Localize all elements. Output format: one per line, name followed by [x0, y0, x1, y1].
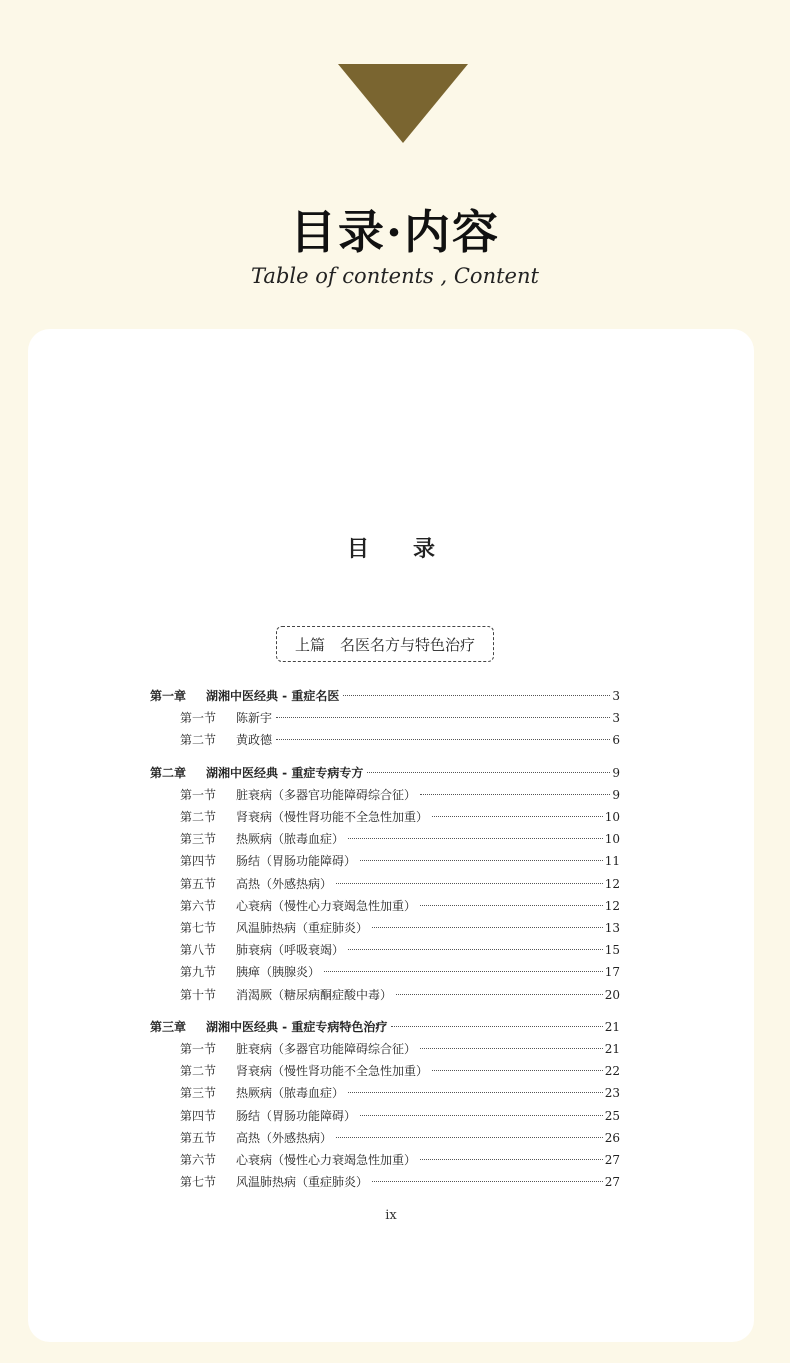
- toc-entry-number: 第五节: [180, 876, 217, 891]
- toc-entry-title: 心衰病（慢性心力衰竭急性加重）: [236, 898, 417, 913]
- toc-entry-page: 17: [604, 965, 620, 980]
- dot-leader: [276, 739, 610, 740]
- toc-entry-page: 15: [604, 943, 620, 958]
- toc-section-row: [150, 962, 620, 982]
- toc-entry-number: 第八节: [180, 943, 217, 958]
- toc-entry-number: 第五节: [180, 1130, 217, 1145]
- toc-entry-number: 第一节: [180, 711, 217, 726]
- page-folio: ix: [385, 1208, 397, 1223]
- toc-entry-title: 湖湘中医经典 - 重症专病专方: [206, 765, 364, 780]
- part-label: 上篇 名医名方与特色治疗: [276, 626, 494, 662]
- toc-section-row: [150, 1128, 620, 1148]
- toc-entry-title: 黄政德: [236, 733, 273, 748]
- toc-entry-number: 第七节: [180, 921, 217, 935]
- toc-section-row: [150, 1150, 620, 1170]
- dot-leader: [276, 717, 610, 718]
- toc-entry-page: 10: [604, 810, 620, 824]
- dot-leader: [336, 1137, 603, 1138]
- triangle-marker-icon: [338, 64, 468, 143]
- toc-section-row: [150, 829, 620, 849]
- toc-section-row: [150, 730, 620, 750]
- toc-entry-number: 第一章: [150, 689, 187, 703]
- toc-entry-number: 第四节: [180, 854, 217, 869]
- toc-section-row: [150, 1106, 620, 1126]
- dot-leader: [391, 1026, 602, 1027]
- toc-chapter-row: [150, 1017, 620, 1037]
- toc-heading: 目 录: [346, 536, 435, 562]
- toc-page-card: [28, 329, 754, 1342]
- dot-leader: [432, 816, 603, 817]
- toc-entry-number: 第三章: [150, 1019, 187, 1034]
- toc-entry-page: 12: [604, 898, 620, 913]
- toc-chapter-row: [150, 686, 620, 706]
- toc-entry-title: 热厥病（脓毒血症）: [236, 832, 345, 847]
- toc-entry-title: 肾衰病（慢性肾功能不全急性加重）: [236, 1064, 429, 1079]
- toc-entry-page: 25: [604, 1108, 620, 1123]
- toc-entry-title: 心衰病（慢性心力衰竭急性加重）: [236, 1153, 417, 1167]
- dot-leader: [367, 772, 610, 773]
- toc-section-row: [150, 785, 620, 805]
- toc-entry-page: 3: [612, 689, 620, 703]
- toc-entry-page: 6: [612, 733, 620, 748]
- dot-leader: [343, 695, 610, 696]
- toc-entry-title: 湖湘中医经典 - 重症名医: [206, 689, 340, 703]
- toc-entry-title: 消渴厥（糖尿病酮症酸中毒）: [236, 987, 393, 1002]
- dot-leader: [324, 971, 603, 972]
- toc-entry-page: 20: [604, 987, 620, 1002]
- toc-section-row: [150, 1039, 620, 1059]
- toc-entry-number: 第二节: [180, 733, 217, 748]
- toc-entry-title: 陈新宇: [236, 711, 273, 726]
- dot-leader: [432, 1070, 603, 1071]
- toc-section-row: [150, 1061, 620, 1081]
- toc-entry-page: 22: [604, 1064, 620, 1079]
- page-title: 目录·内容: [289, 205, 500, 259]
- dot-leader: [420, 905, 603, 906]
- dot-leader: [396, 994, 603, 995]
- toc-entry-title: 高热（外感热病）: [236, 1130, 333, 1145]
- dot-leader: [372, 927, 603, 928]
- toc-entry-title: 脏衰病（多器官功能障碍综合征）: [236, 1042, 417, 1056]
- toc-section-row: [150, 708, 620, 728]
- toc-section-row: [150, 851, 620, 871]
- toc-entry-page: 9: [612, 765, 620, 780]
- toc-entry-title: 胰瘅（胰腺炎）: [236, 965, 321, 980]
- toc-entry-number: 第六节: [180, 1153, 217, 1167]
- toc-section-row: [150, 896, 620, 916]
- toc-entry-number: 第九节: [180, 965, 217, 980]
- toc-entry-title: 脏衰病（多器官功能障碍综合征）: [236, 787, 417, 802]
- toc-section-row: [150, 1172, 620, 1192]
- toc-entry-title: 肾衰病（慢性肾功能不全急性加重）: [236, 810, 429, 824]
- toc-entry-page: 3: [612, 711, 620, 726]
- toc-entry-title: 肺衰病（呼吸衰竭）: [236, 943, 345, 958]
- toc-entry-number: 第二节: [180, 1064, 217, 1079]
- toc-entry-page: 27: [604, 1153, 620, 1167]
- toc-entry-title: 肠结（胃肠功能障碍）: [236, 854, 357, 869]
- toc-entry-page: 11: [604, 854, 620, 869]
- toc-entry-page: 13: [604, 921, 620, 935]
- toc-section-row: [150, 807, 620, 827]
- toc-entry-title: 湖湘中医经典 - 重症专病特色治疗: [206, 1019, 388, 1034]
- toc-entry-title: 高热（外感热病）: [236, 876, 333, 891]
- dot-leader: [360, 860, 603, 861]
- toc-entry-title: 热厥病（脓毒血症）: [236, 1086, 345, 1101]
- toc-section-row: [150, 918, 620, 938]
- dot-leader: [360, 1115, 603, 1116]
- toc-entry-page: 27: [604, 1175, 620, 1190]
- toc-entry-number: 第一节: [180, 1042, 217, 1056]
- toc-entry-number: 第三节: [180, 1086, 217, 1101]
- toc-section-row: [150, 874, 620, 894]
- page-subtitle: Table of contents , Content: [251, 264, 539, 288]
- dot-leader: [336, 883, 603, 884]
- toc-entry-number: 第一节: [180, 787, 217, 802]
- toc-entry-page: 26: [604, 1130, 620, 1145]
- toc-section-row: [150, 985, 620, 1005]
- toc-entry-page: 21: [604, 1042, 620, 1056]
- dot-leader: [348, 949, 603, 950]
- toc-chapter-row: [150, 763, 620, 783]
- toc-entry-title: 风温肺热病（重症肺炎）: [236, 921, 369, 935]
- toc-entry-number: 第二节: [180, 810, 217, 824]
- dot-leader: [420, 1159, 603, 1160]
- toc-entry-page: 12: [604, 876, 620, 891]
- toc-entry-page: 23: [604, 1086, 620, 1101]
- toc-entry-title: 风温肺热病（重症肺炎）: [236, 1175, 369, 1190]
- toc-entry-page: 21: [604, 1019, 620, 1034]
- dot-leader: [372, 1181, 603, 1182]
- toc-entry-number: 第七节: [180, 1175, 217, 1190]
- dot-leader: [348, 838, 603, 839]
- toc-entry-number: 第三节: [180, 832, 217, 847]
- dot-leader: [420, 1048, 603, 1049]
- toc-entry-number: 第六节: [180, 898, 217, 913]
- dot-leader: [420, 794, 610, 795]
- toc-entry-page: 10: [604, 832, 620, 847]
- toc-entry-number: 第十节: [180, 987, 217, 1002]
- toc-entry-page: 9: [612, 787, 620, 802]
- dot-leader: [348, 1092, 603, 1093]
- toc-section-row: [150, 1083, 620, 1103]
- toc-entry-number: 第二章: [150, 765, 187, 780]
- toc-section-row: [150, 940, 620, 960]
- toc-entry-number: 第四节: [180, 1108, 217, 1123]
- toc-entry-title: 肠结（胃肠功能障碍）: [236, 1108, 357, 1123]
